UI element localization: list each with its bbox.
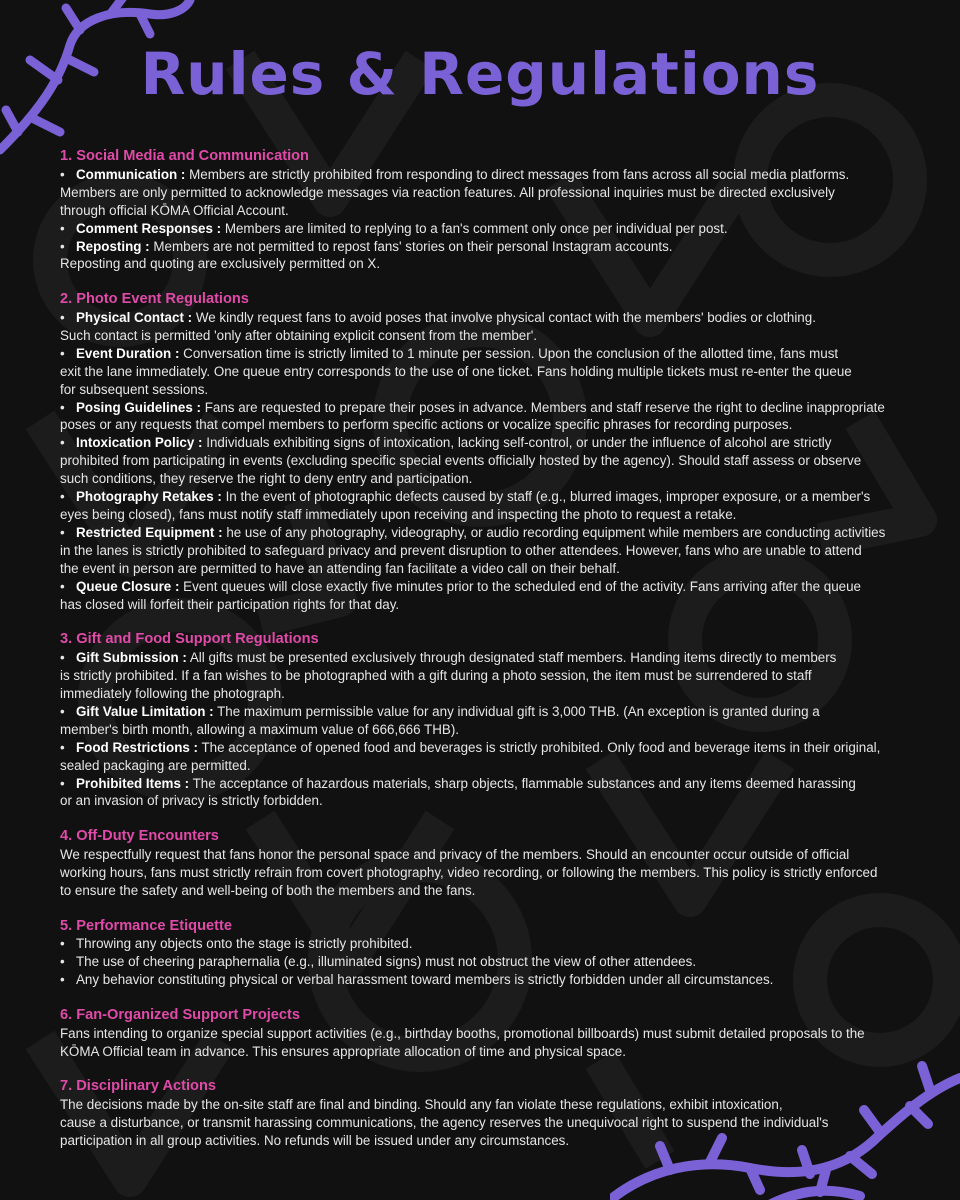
rule-item bbox=[60, 166, 922, 184]
section-heading: 5. Performance Etiquette bbox=[60, 917, 232, 934]
rule-label: Prohibited Items : bbox=[76, 775, 190, 791]
rule-item bbox=[60, 578, 922, 596]
bullet-icon: • bbox=[60, 238, 65, 254]
rule-text: Members are limited to replying to a fan's comment only once per individual per post. bbox=[224, 220, 728, 236]
rule-label: Gift Value Limitation : bbox=[76, 703, 214, 719]
page-title: Rules & Regulations bbox=[140, 40, 820, 108]
rule-label: Photography Retakes : bbox=[76, 489, 222, 505]
rule-label: Physical Contact : bbox=[76, 310, 193, 326]
rule-item-continued bbox=[60, 255, 922, 273]
rule-item bbox=[60, 524, 922, 542]
bullet-icon: • bbox=[60, 578, 65, 594]
rule-item bbox=[60, 935, 922, 953]
rule-item bbox=[60, 345, 922, 363]
section-paragraph-line: working hours, fans must strictly refrain from covert photography, video recording, or following the members. This policy is strictly enforced bbox=[60, 864, 878, 880]
rule-item bbox=[60, 399, 922, 417]
rule-text: member's birth month, allowing a maximum value of 666,666 THB). bbox=[60, 721, 459, 737]
rule-text: We kindly request fans to avoid poses that involve physical contact with the members' bodies or clothing. bbox=[195, 310, 816, 326]
rule-text: The acceptance of hazardous materials, sharp objects, flammable substances and any items deemed harassing bbox=[192, 775, 856, 791]
rule-item bbox=[60, 434, 922, 452]
rule-section bbox=[60, 631, 922, 810]
bullet-icon: • bbox=[60, 524, 65, 540]
rule-text: In the event of photographic defects caused by staff (e.g., blurred images, improper exposure, or a member's bbox=[225, 489, 871, 505]
rule-section bbox=[60, 1078, 922, 1150]
rule-item-continued bbox=[60, 596, 922, 614]
rule-item-continued bbox=[60, 506, 922, 524]
rule-label: Gift Submission : bbox=[76, 650, 187, 666]
rule-text: immediately following the photograph. bbox=[60, 685, 285, 701]
section-paragraph-line: KŌMA Official team in advance. This ensures appropriate allocation of time and physical space. bbox=[60, 1043, 626, 1059]
bullet-icon: • bbox=[60, 936, 65, 952]
rule-item-continued bbox=[60, 560, 922, 578]
rule-text: Individuals exhibiting signs of intoxication, lacking self-control, or under the influence of alcohol are strictly bbox=[206, 435, 832, 451]
bullet-icon: • bbox=[60, 489, 65, 505]
rule-text: such conditions, they reserve the right to deny entry and participation. bbox=[60, 471, 473, 487]
bullet-icon: • bbox=[60, 775, 65, 791]
rule-text: poses or any requests that compel members to perform specific actions or vocalize specific phrases for recording purposes. bbox=[60, 417, 793, 433]
rule-item bbox=[60, 703, 922, 721]
section-heading: 1. Social Media and Communication bbox=[60, 148, 309, 164]
rule-item-continued bbox=[60, 381, 922, 399]
rule-text: Conversation time is strictly limited to 1 minute per session. Upon the conclusion of the allotted time, fans must bbox=[183, 345, 839, 361]
bullet-icon: • bbox=[60, 703, 65, 719]
rule-text: The maximum permissible value for any individual gift is 3,000 THB. (An exception is granted during a bbox=[217, 703, 820, 719]
rule-text: Throwing any objects onto the stage is strictly prohibited. bbox=[76, 936, 413, 952]
rule-item-continued bbox=[60, 470, 922, 488]
rule-label: Posing Guidelines : bbox=[76, 399, 201, 415]
section-paragraph-line: participation in all group activities. No refunds will be issued under any circumstances. bbox=[60, 1133, 570, 1149]
rule-text: the event in person are permitted to have an attending fan facilitate a video call on their behalf. bbox=[60, 560, 620, 576]
rule-item-continued bbox=[60, 363, 922, 381]
rule-item-continued bbox=[60, 685, 922, 703]
bullet-icon: • bbox=[60, 972, 65, 988]
rule-text: The acceptance of opened food and beverages is strictly prohibited. Only food and beverage items in their original, bbox=[201, 739, 881, 755]
rule-label: Communication : bbox=[76, 166, 186, 182]
rule-text: Fans are requested to prepare their poses in advance. Members and staff reserve the right to decline inappropriate bbox=[204, 399, 885, 415]
rule-item-continued bbox=[60, 416, 922, 434]
rule-section bbox=[60, 1007, 922, 1061]
bullet-icon: • bbox=[60, 954, 65, 970]
rule-text: Reposting and quoting are exclusively permitted on X. bbox=[60, 256, 381, 272]
section-paragraph-line: The decisions made by the on-site staff are final and binding. Should any fan violate these regulations, exhibit intoxication, bbox=[60, 1097, 783, 1113]
rule-label: Restricted Equipment : bbox=[76, 524, 223, 540]
rule-text: Members are not permitted to repost fans' stories on their personal Instagram accounts. bbox=[153, 238, 673, 254]
rule-item bbox=[60, 953, 922, 971]
rule-text: through official KŌMA Official Account. bbox=[60, 202, 289, 218]
rule-label: Event Duration : bbox=[76, 345, 180, 361]
rule-item bbox=[60, 488, 922, 506]
section-paragraph-line: We respectfully request that fans honor the personal space and privacy of the members. Should an encounter occur outside of official bbox=[60, 847, 850, 863]
rule-text: in the lanes is strictly prohibited to safeguard privacy and prevent disruption to other attendees. However, fans who are unable to attend bbox=[60, 542, 862, 558]
section-heading: 6. Fan-Organized Support Projects bbox=[60, 1006, 301, 1023]
rule-item bbox=[60, 775, 922, 793]
rule-text: Such contact is permitted 'only after obtaining explicit consent from the member'. bbox=[60, 327, 537, 343]
rule-label: Queue Closure : bbox=[76, 578, 180, 594]
bullet-icon: • bbox=[60, 310, 65, 326]
rule-item bbox=[60, 971, 922, 989]
bullet-icon: • bbox=[60, 435, 65, 451]
rule-text: Members are only permitted to acknowledge messages via reaction features. All professional inquiries must be directed exclusively bbox=[60, 184, 835, 200]
rule-item-continued bbox=[60, 757, 922, 775]
rule-text: has closed will forfeit their participation rights for that day. bbox=[60, 596, 400, 612]
rule-section bbox=[60, 828, 922, 900]
rule-text: is strictly prohibited. If a fan wishes to be photographed with a gift during a photo session, the item must be surrendered to staff bbox=[60, 668, 812, 684]
rule-text: eyes being closed), fans must notify staff immediately upon receiving and inspecting the photo to request a retake. bbox=[60, 507, 737, 523]
rule-text: exit the lane immediately. One queue entry corresponds to the use of one ticket. Fans holding multiple tickets must re-enter the queue bbox=[60, 363, 852, 379]
rule-item bbox=[60, 739, 922, 757]
rule-label: Comment Responses : bbox=[76, 220, 222, 236]
section-heading: 2. Photo Event Regulations bbox=[60, 291, 249, 308]
rule-item bbox=[60, 649, 922, 667]
rule-text: he use of any photography, videography, or audio recording equipment while members are conducting activities bbox=[226, 524, 886, 540]
rules-document bbox=[60, 148, 922, 1168]
bullet-icon: • bbox=[60, 399, 65, 415]
rule-item bbox=[60, 238, 922, 256]
rule-item bbox=[60, 309, 922, 327]
bullet-icon: • bbox=[60, 345, 65, 361]
rule-text: sealed packaging are permitted. bbox=[60, 757, 251, 773]
bullet-icon: • bbox=[60, 650, 65, 666]
rule-item-continued bbox=[60, 542, 922, 560]
rule-item-continued bbox=[60, 184, 922, 202]
rule-text: prohibited from participating in events (excluding specific special events officially hosted by the agency). Should staff assess or observe bbox=[60, 453, 862, 469]
rule-section bbox=[60, 148, 922, 273]
rule-text: All gifts must be presented exclusively through designated staff members. Handing items directly to members bbox=[189, 650, 837, 666]
section-heading: 7. Disciplinary Actions bbox=[60, 1078, 216, 1095]
bullet-icon: • bbox=[60, 739, 65, 755]
rule-section bbox=[60, 291, 922, 613]
rule-text: The use of cheering paraphernalia (e.g., illuminated signs) must not obstruct the view of other attendees. bbox=[76, 954, 697, 970]
rule-section bbox=[60, 918, 922, 990]
rule-item-continued bbox=[60, 452, 922, 470]
section-paragraph-line: cause a disturbance, or transmit harassing communications, the agency reserves the unequivocal right to suspend the individual's bbox=[60, 1115, 829, 1131]
rule-item-continued bbox=[60, 792, 922, 810]
rule-item-continued bbox=[60, 202, 922, 220]
rule-item-continued bbox=[60, 667, 922, 685]
rule-item-continued bbox=[60, 721, 922, 739]
section-paragraph-line: to ensure the safety and well-being of both the members and the fans. bbox=[60, 882, 476, 898]
rule-text: Any behavior constituting physical or verbal harassment toward members is strictly forbidden under all circumstances. bbox=[76, 972, 774, 988]
section-paragraph-line: Fans intending to organize special support activities (e.g., birthday booths, promotional billboards) must submit detailed proposals to the bbox=[60, 1025, 865, 1041]
rule-label: Reposting : bbox=[76, 238, 150, 254]
rule-text: Event queues will close exactly five minutes prior to the scheduled end of the activity. Fans arriving after the queue bbox=[183, 578, 862, 594]
bullet-icon: • bbox=[60, 166, 65, 182]
section-heading: 3. Gift and Food Support Regulations bbox=[60, 631, 319, 648]
rule-item-continued bbox=[60, 327, 922, 345]
rule-label: Intoxication Policy : bbox=[76, 435, 203, 451]
rule-item bbox=[60, 220, 922, 238]
bullet-icon: • bbox=[60, 220, 65, 236]
rule-text: for subsequent sessions. bbox=[60, 381, 209, 397]
section-heading: 4. Off-Duty Encounters bbox=[60, 828, 219, 845]
rule-text: Members are strictly prohibited from responding to direct messages from fans across all social media platforms. bbox=[189, 166, 850, 182]
rule-label: Food Restrictions : bbox=[76, 739, 199, 755]
rule-text: or an invasion of privacy is strictly forbidden. bbox=[60, 793, 323, 809]
